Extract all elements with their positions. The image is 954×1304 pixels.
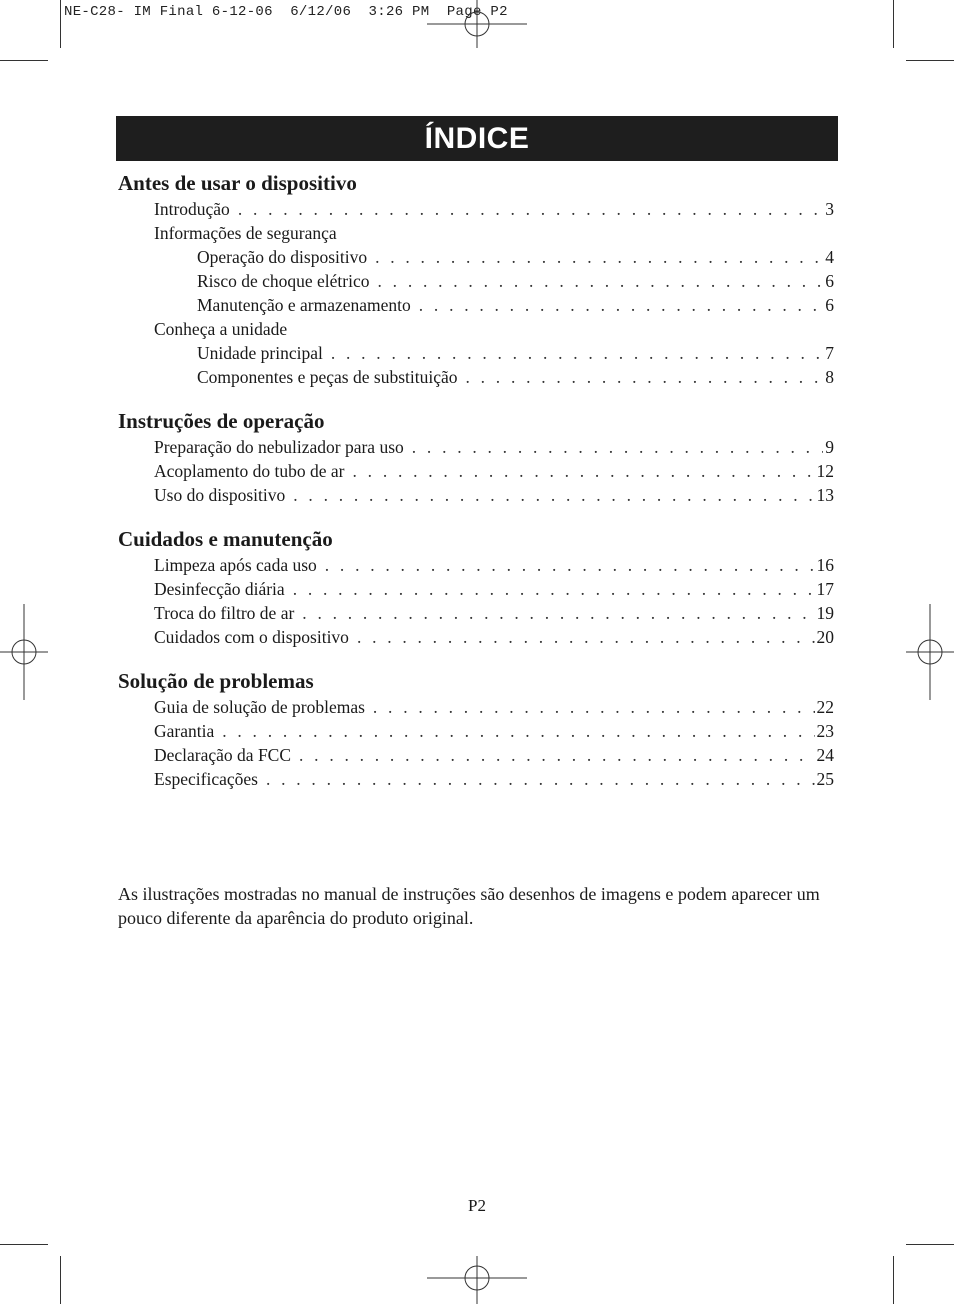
entry-page: 12 <box>816 461 834 481</box>
entry-page: 20 <box>816 627 834 647</box>
toc-entry[interactable] <box>118 435 834 459</box>
toc-entry[interactable] <box>118 341 834 365</box>
dot-leader <box>325 553 815 577</box>
crop-mark <box>893 1256 894 1304</box>
entry-title: Guia de solução de problemas <box>154 697 365 717</box>
toc-entry[interactable] <box>118 625 834 649</box>
toc-entry[interactable] <box>118 767 834 791</box>
page-title-banner <box>116 116 838 161</box>
entry-page: 13 <box>816 485 834 505</box>
toc-section-cuidados <box>118 525 834 649</box>
entry-title: Acoplamento do tubo de ar <box>154 461 345 481</box>
entry-page: 8 <box>825 367 834 387</box>
toc-section-solucao <box>118 667 834 791</box>
entry-title: Preparação do nebulizador para uso <box>154 437 404 457</box>
entry-page: 6 <box>825 295 834 315</box>
toc-section-antes-de-usar <box>118 169 834 389</box>
dot-leader <box>299 743 814 767</box>
entry-title: Limpeza após cada uso <box>154 555 317 575</box>
section-heading: Solução de problemas <box>118 669 314 693</box>
toc-subheading[interactable] <box>118 221 834 245</box>
toc-entry[interactable] <box>118 553 834 577</box>
entry-page: 7 <box>825 343 834 363</box>
section-heading: Instruções de operação <box>118 409 325 433</box>
dot-leader <box>293 483 814 507</box>
entry-title: Risco de choque elétrico <box>197 271 370 291</box>
entry-title: Unidade principal <box>197 343 323 363</box>
registration-mark-left <box>0 604 48 700</box>
entry-title: Garantia <box>154 721 215 741</box>
toc-entry[interactable] <box>118 293 834 317</box>
toc-entry[interactable] <box>118 577 834 601</box>
crop-mark <box>906 60 954 61</box>
entry-page: 19 <box>816 603 834 623</box>
printer-slug: NE-C28- IM Final 6-12-06 6/12/06 3:26 PM Page P2 <box>64 4 508 20</box>
registration-mark-bottom <box>427 1256 527 1304</box>
dot-leader <box>302 601 814 625</box>
toc-entry[interactable] <box>118 365 834 389</box>
table-of-contents <box>118 169 834 809</box>
toc-entry[interactable] <box>118 245 834 269</box>
toc-entry[interactable] <box>118 483 834 507</box>
dot-leader <box>466 365 824 389</box>
section-heading: Antes de usar o dispositivo <box>118 171 357 195</box>
entry-title: Troca do filtro de ar <box>154 603 295 623</box>
dot-leader <box>419 293 823 317</box>
crop-mark <box>906 1244 954 1245</box>
registration-mark-top <box>427 0 527 48</box>
entry-title: Operação do dispositivo <box>197 247 368 267</box>
entry-title: Declaração da FCC <box>154 745 292 765</box>
entry-page: 3 <box>825 199 834 219</box>
dot-leader <box>375 245 823 269</box>
dot-leader <box>378 269 824 293</box>
toc-entry[interactable] <box>118 269 834 293</box>
crop-mark <box>0 60 48 61</box>
entry-page: 24 <box>816 745 834 765</box>
registration-mark-right <box>906 604 954 700</box>
toc-entry[interactable] <box>118 695 834 719</box>
crop-mark <box>0 1244 48 1245</box>
entry-title: Especificações <box>154 769 258 789</box>
entry-page: 17 <box>816 579 834 599</box>
toc-subheading[interactable] <box>118 317 834 341</box>
entry-page: 4 <box>825 247 834 267</box>
entry-page: 25 <box>816 769 834 789</box>
crop-mark <box>893 0 894 48</box>
dot-leader <box>293 577 815 601</box>
dot-leader <box>238 197 823 221</box>
crop-mark <box>60 0 61 48</box>
entry-title: Introdução <box>154 199 230 219</box>
entry-page: 9 <box>825 437 834 457</box>
entry-title: Uso do dispositivo <box>154 485 286 505</box>
dot-leader <box>357 625 815 649</box>
dot-leader <box>331 341 823 365</box>
entry-page: 22 <box>816 697 834 717</box>
entry-page: 6 <box>825 271 834 291</box>
illustration-note: As ilustrações mostradas no manual de instruções são desenhos de imagens e podem aparecer um pouco diferente da aparência do produto original. <box>118 884 820 928</box>
dot-leader <box>222 719 814 743</box>
entry-page: 16 <box>816 555 834 575</box>
crop-mark <box>60 1256 61 1304</box>
entry-title: Informações de segurança <box>154 223 337 243</box>
dot-leader <box>412 435 823 459</box>
entry-title: Desinfecção diária <box>154 579 285 599</box>
toc-entry[interactable] <box>118 459 834 483</box>
page-title: ÍNDICE <box>424 121 530 155</box>
entry-title: Cuidados com o dispositivo <box>154 627 349 647</box>
toc-entry[interactable] <box>118 197 834 221</box>
page-number: P2 <box>468 1196 486 1215</box>
entry-title: Conheça a unidade <box>154 319 288 339</box>
dot-leader <box>353 459 815 483</box>
toc-section-instrucoes <box>118 407 834 507</box>
toc-entry[interactable] <box>118 743 834 767</box>
entry-title: Componentes e peças de substituição <box>197 367 458 387</box>
entry-page: 23 <box>816 721 834 741</box>
dot-leader <box>266 767 815 791</box>
toc-entry[interactable] <box>118 719 834 743</box>
section-heading: Cuidados e manutenção <box>118 527 333 551</box>
dot-leader <box>373 695 815 719</box>
toc-entry[interactable] <box>118 601 834 625</box>
entry-title: Manutenção e armazenamento <box>197 295 411 315</box>
